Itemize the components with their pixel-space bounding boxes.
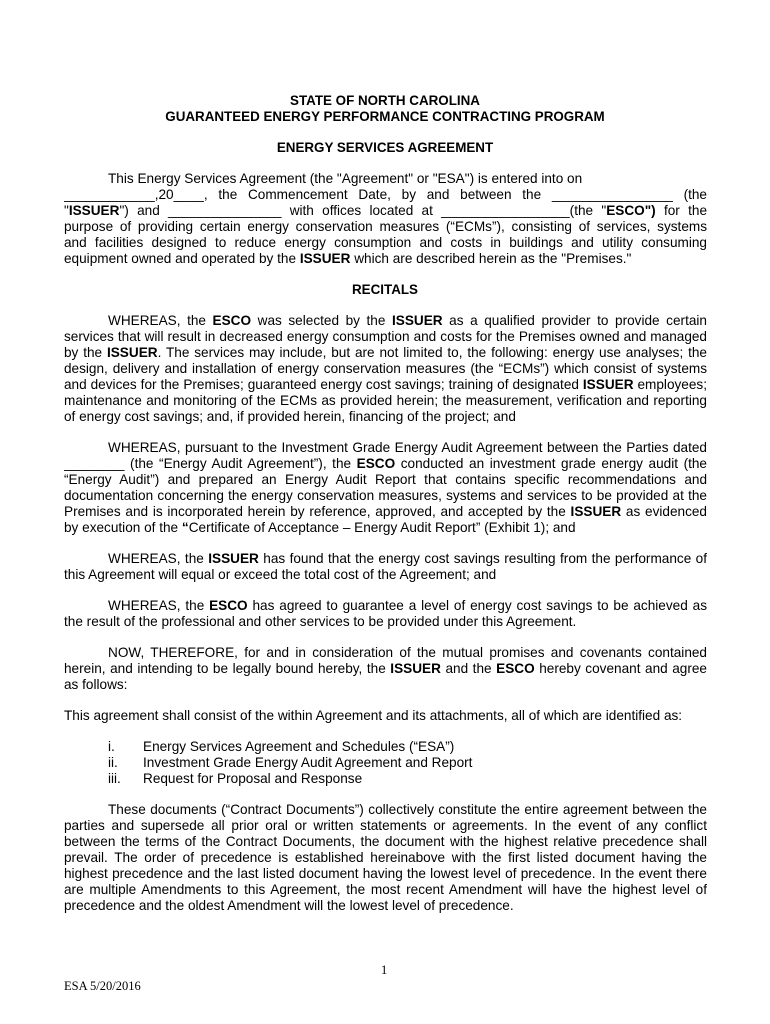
list-item-number: i. [108,739,115,754]
recital-line: as follows: [64,677,128,692]
program-heading: GUARANTEED ENERGY PERFORMANCE CONTRACTING PROGRAM [165,109,605,124]
list-item-text: Investment Grade Energy Audit Agreement and Report [143,755,473,770]
closing-line: highest precedence and the last listed document having the lowest level of precedence. In the event there [64,866,707,881]
recital-line: WHEREAS, the ESCO was selected by the ISSUER as a qualified provider to provide certain [108,313,707,328]
recital-line: documentation concerning the energy conservation measures, systems and services to be provided at the [64,488,707,503]
intro-line: "ISSUER") and _______________ with offices located at _________________(the "ESCO") for the [64,203,707,218]
recital-line: of energy cost savings; and, if provided herein, financing of the project; and [64,409,516,424]
state-heading: STATE OF NORTH CAROLINA [290,93,480,108]
recitals-heading: RECITALS [352,282,418,297]
recital-line: by execution of the “Certificate of Acceptance – Energy Audit Report” (Exhibit 1); and [64,520,576,535]
consist-statement: This agreement shall consist of the within Agreement and its attachments, all of which are identified as: [64,708,683,723]
intro-line: equipment owned and operated by the ISSUER which are described herein as the "Premises." [64,251,632,266]
intro-line: and facilities designed to reduce energy consumption and costs in buildings and utility consuming [64,235,707,250]
intro-line: This Energy Services Agreement (the "Agreement" or "ESA") is entered into on [108,171,583,186]
recital-line: maintenance and monitoring of the ECMs as provided herein; the measurement, verification and reporting [64,393,707,408]
revision-date: ESA 5/20/2016 [64,979,141,993]
recital-line: by the ISSUER. The services may include, but are not limited to, the following: energy use analyses; the [64,345,707,360]
recital-line: WHEREAS, pursuant to the Investment Grade Energy Audit Agreement between the Parties dated [108,440,707,455]
closing-line: between the terms of the Contract Documents, the document with the highest relative precedence shall [64,834,707,849]
recital-line: the result of the professional and other services to be provided under this Agreement. [64,614,577,629]
closing-line: These documents (“Contract Documents”) collectively constitute the entire agreement between the [108,802,707,817]
recital-line: services that will result in decreased energy consumption and costs for the Premises owned and managed [64,329,707,344]
recital-line: WHEREAS, the ISSUER has found that the energy cost savings resulting from the performance of [108,551,707,566]
recital-line: and devices for the Premises; guaranteed energy cost savings; training of designated ISSUER employees; [64,377,707,392]
list-item-text: Energy Services Agreement and Schedules (“ESA”) [143,739,455,754]
agreement-title: ENERGY SERVICES AGREEMENT [276,140,494,155]
closing-line: are multiple Amendments to this Agreement, the most recent Amendment will have the highest level of [64,882,707,897]
list-item-number: ii. [108,755,118,770]
recital-line: design, delivery and installation of energy conservation measures (the “ECMs”) which consist of systems [64,361,707,376]
list-item-number: iii. [108,771,121,786]
closing-line: precedence and the oldest Amendment will the lowest level of precedence. [64,898,514,913]
recital-line: Premises and is incorporated herein by reference, approved, and accepted by the ISSUER as evidenced [64,504,707,519]
recital-line: NOW, THEREFORE, for and in consideration of the mutual promises and covenants contained [108,645,707,660]
recital-line: this Agreement will equal or exceed the total cost of the Agreement; and [64,567,497,582]
intro-line: purpose of providing certain energy conservation measures (“ECMs”), consisting of services, systems [64,219,707,234]
closing-line: parties and supersede all prior oral or written statements or agreements. In the event of any conflict [64,818,707,833]
page-number: 1 [381,963,388,977]
recital-line: “Energy Audit”) and prepared an Energy Audit Report that contains specific recommendations and [64,472,707,487]
recital-line: WHEREAS, the ESCO has agreed to guarantee a level of energy cost savings to be achieved as [108,598,707,613]
recital-line: ________ (the “Energy Audit Agreement”), the ESCO conducted an investment grade energy audit (the [64,456,707,471]
list-item-text: Request for Proposal and Response [143,771,363,786]
intro-line: ____________,20____, the Commencement Date, by and between the ________________ (the [64,187,707,202]
recital-line: herein, and intending to be legally bound hereby, the ISSUER and the ESCO hereby covenant and agree [64,661,707,676]
closing-line: prevail. The order of precedence is established hereinabove with the first listed document having the [64,850,707,865]
